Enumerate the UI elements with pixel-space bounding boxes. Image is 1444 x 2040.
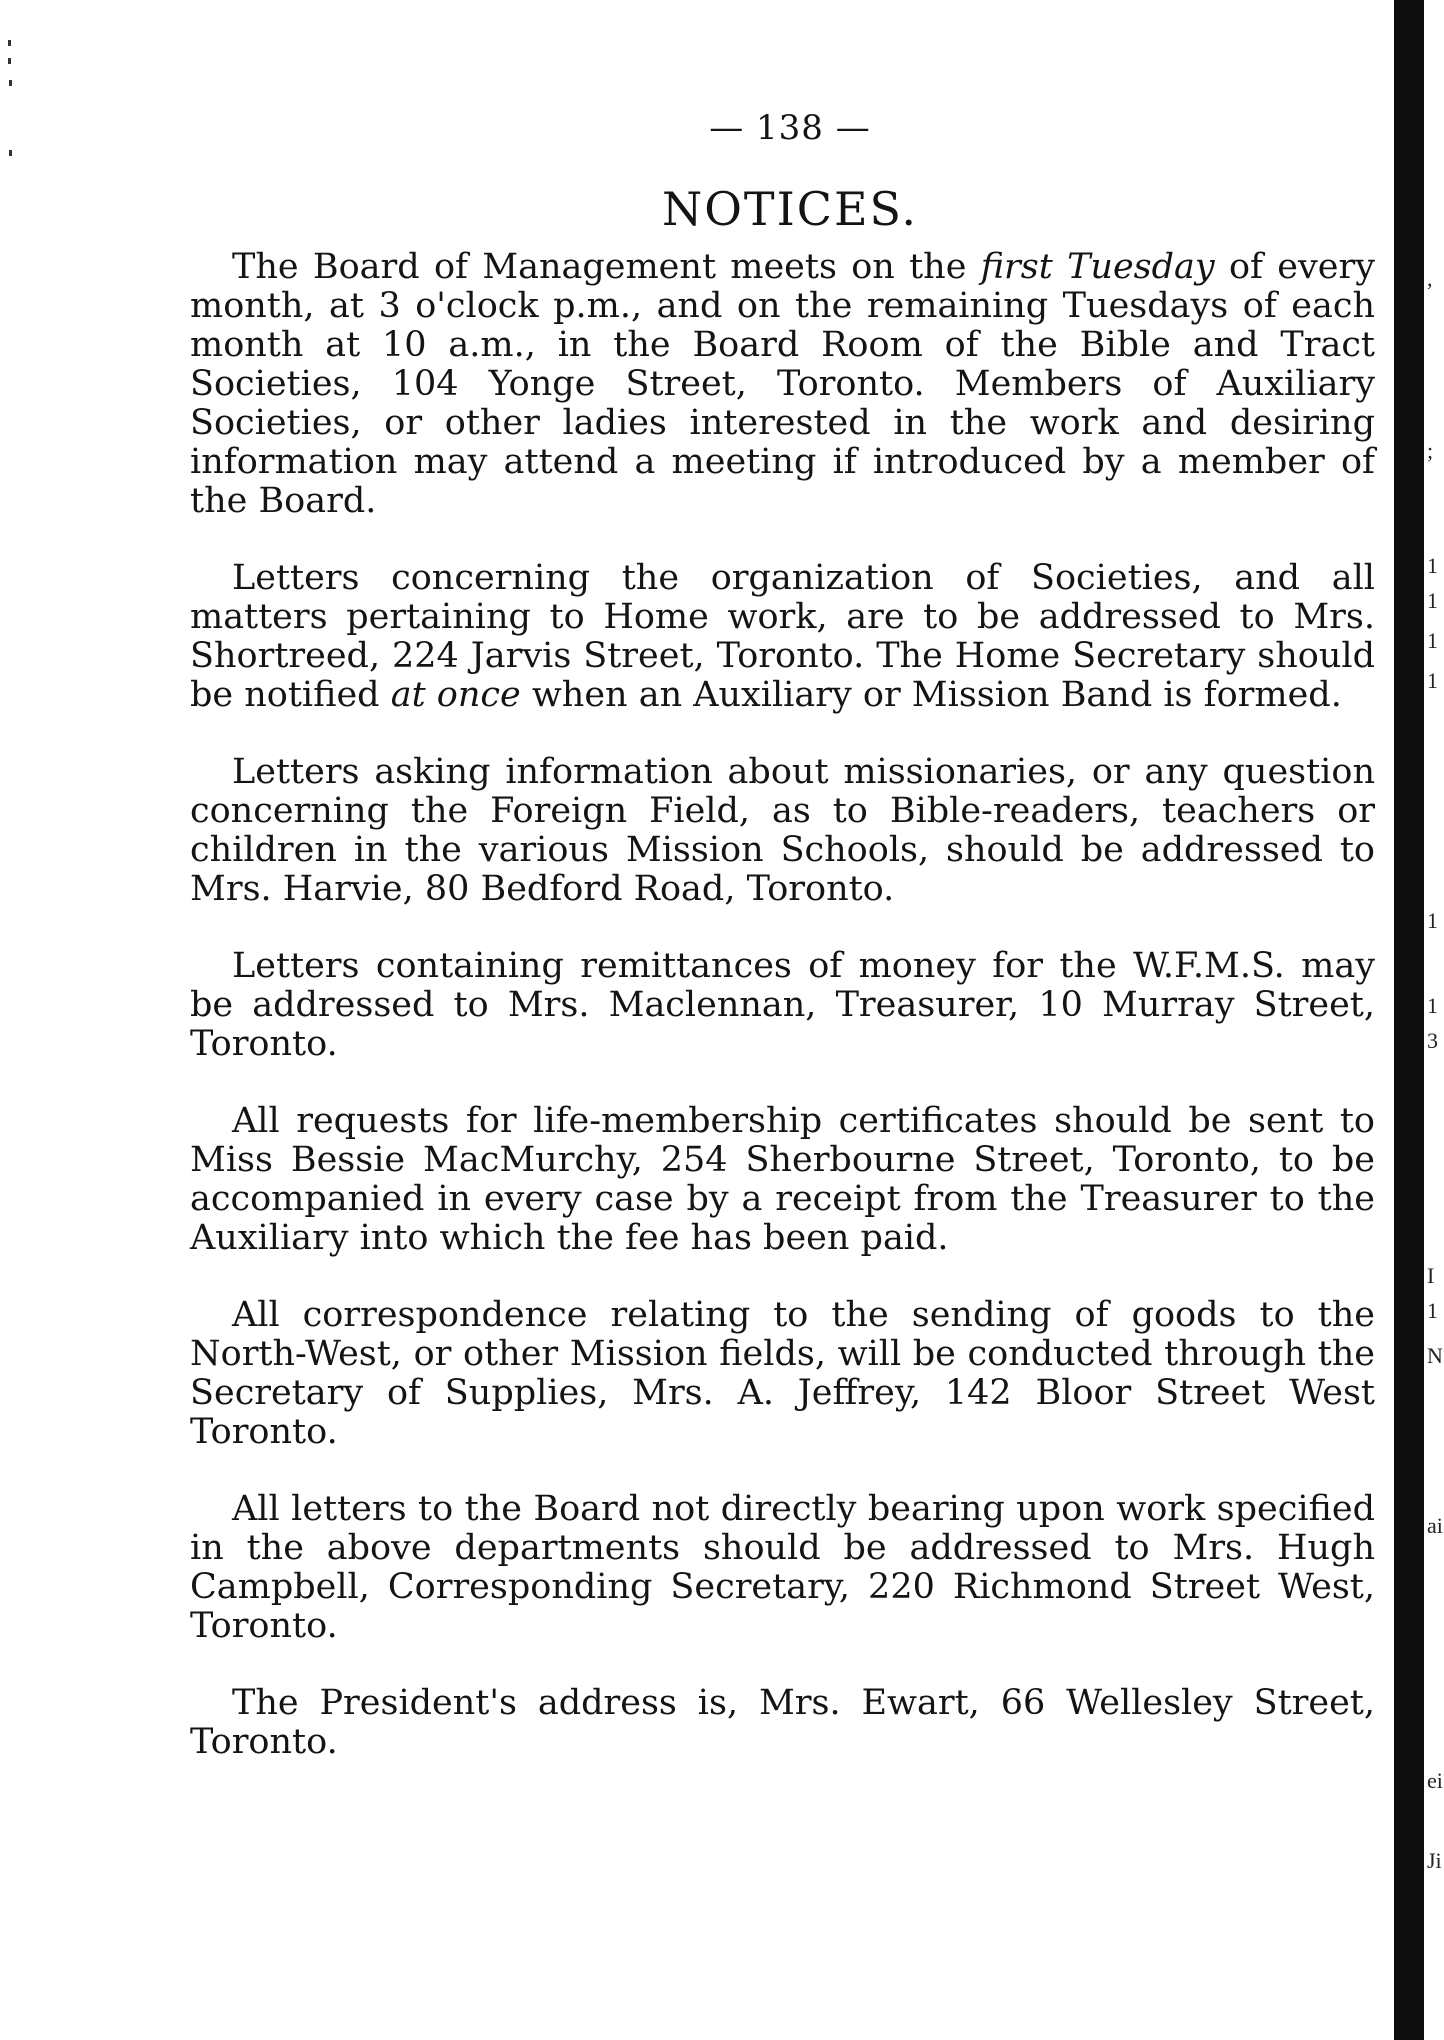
edge-glyph: I	[1427, 1263, 1435, 1288]
notice-paragraph	[190, 753, 1375, 909]
speck	[9, 80, 12, 86]
notice-paragraph	[190, 1296, 1375, 1452]
edge-glyph: 1	[1427, 553, 1438, 578]
paragraph-text: The Board of Management meets on the	[232, 247, 981, 287]
paragraph-text: of every month, at 3 o'clock p.m., and on the remaining Tuesdays of each month at 10 a.m., in the Board Room of the Bible and Tract Societies, 104 Yonge Street, Toronto. Members of Auxiliary Societies, or other ladies interested in the work and desiring information may attend a meeting if introduced by a member of the Board.	[190, 247, 1375, 521]
margin-specks	[0, 0, 20, 2040]
notice-paragraph	[190, 1490, 1375, 1646]
edge-glyph: 1	[1427, 908, 1438, 933]
notice-paragraph	[190, 1684, 1375, 1762]
emphasis-text: at once	[390, 675, 521, 715]
paragraph-text: Letters containing remittances of money for the W.F.M.S. may be addressed to Mrs. Maclennan, Treasurer, 10 Murray Street, Toronto.	[190, 946, 1375, 1064]
paragraph-text: The President's address is, Mrs. Ewart, 66 Wellesley Street, Toronto.	[190, 1683, 1375, 1762]
paragraph-text: All requests for life-membership certificates should be sent to Miss Bessie MacMurchy, 254 Sherbourne Street, Toronto, to be accompanied in every case by a receipt from the Treasurer to the Auxiliary into which the fee has been paid.	[190, 1101, 1375, 1258]
page-title: NOTICES.	[661, 182, 919, 236]
edge-glyph: 1	[1427, 588, 1438, 613]
edge-glyph: Ji	[1427, 1848, 1442, 1873]
paragraph-text: All correspondence relating to the sending of goods to the North-West, or other Mission fields, will be conducted through the Secretary of Supplies, Mrs. A. Jeffrey, 142 Bloor Street West Toronto.	[190, 1295, 1375, 1452]
emphasis-text: first Tuesday	[980, 247, 1215, 287]
edge-glyph: 1	[1427, 1298, 1438, 1323]
edge-glyph: ;	[1427, 438, 1434, 463]
notice-paragraph	[190, 947, 1375, 1064]
edge-glyph: 1	[1427, 628, 1438, 653]
paragraph-text: Letters concerning the organization of Societies, and all matters pertaining to Home work, are to be addressed to Mrs. Shortreed, 224 Jarvis Street, Toronto. The Home Secretary should be notified	[190, 558, 1375, 715]
paragraph-text: All letters to the Board not directly bearing upon work specified in the above departments should be addressed to Mrs. Hugh Campbell, Corresponding Secretary, 220 Richmond Street West, Toronto.	[190, 1489, 1375, 1646]
book-spine-shadow	[1394, 0, 1424, 2040]
edge-glyph: N	[1427, 1343, 1443, 1368]
paragraph-text: when an Auxiliary or Mission Band is formed.	[520, 675, 1342, 715]
notices-body	[190, 248, 1375, 1800]
paragraph-text: Letters asking information about missionaries, or any question concerning the Foreign Field, as to Bible-readers, teachers or children in the various Mission Schools, should be addressed to Mrs. Harvie, 80 Bedford Road, Toronto.	[190, 752, 1375, 909]
edge-glyph: ei	[1427, 1768, 1443, 1793]
page-number: — 138 —	[709, 108, 871, 148]
edge-glyph: 1	[1427, 668, 1438, 693]
facing-page-edge	[1427, 0, 1444, 2040]
notice-paragraph	[190, 559, 1375, 715]
notice-paragraph	[190, 248, 1375, 521]
edge-glyph: 1	[1427, 993, 1438, 1018]
notice-paragraph	[190, 1102, 1375, 1258]
edge-glyph: ,	[1427, 266, 1433, 291]
edge-glyph: ai	[1427, 1513, 1443, 1538]
edge-glyph: 3	[1427, 1028, 1438, 1053]
speck	[8, 40, 11, 46]
speck	[9, 150, 12, 156]
speck	[8, 58, 11, 64]
